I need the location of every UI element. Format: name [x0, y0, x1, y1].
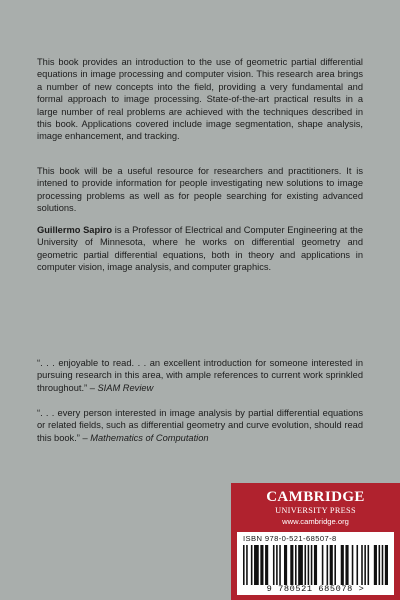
publisher-panel	[231, 483, 400, 600]
publisher-subtitle: UNIVERSITY PRESS	[275, 506, 356, 515]
description-paragraph-2: This book will be a useful resource for researchers and practitioners. It is intened to provide information for people investigating new solutions to image processing problems as well as for people searching for existing advanced solutions.	[37, 166, 363, 214]
barcode-icon	[243, 545, 388, 585]
author-name: Guillermo Sapiro	[37, 225, 113, 235]
barcode-box	[237, 532, 394, 595]
review-2-quote: “. . . every person interested in image analysis by partial differential equations or related fields, such as differential geometry and curve evolution, should read this book.”	[37, 408, 363, 443]
publisher-url: www.cambridge.org	[282, 517, 349, 526]
review-1-dash: –	[87, 382, 98, 393]
description-paragraph-1: This book provides an introduction to the use of geometric partial differential equations in image processing and computer vision. This research area brings a number of new concepts into the field, providing a very fundamental and formal approach to image processing. State-of-the-art practical results in a large number of real problems are achieved with the techniques described in this book. Applications covered include image segmentation, shape analysis, image enhancement, and tracking.	[37, 57, 363, 142]
review-1	[37, 357, 363, 394]
author-bio-text: is a Professor of Electrical and Computer Engineering at the University of Minnesota, where he works on differential geometry and geometric partial differential equations, both in theory and applications in computer vision, image analysis, and computer graphics.	[37, 225, 363, 273]
review-2-dash: –	[79, 432, 91, 443]
barcode-number: 9 780521 685078 >	[266, 584, 365, 594]
isbn-label: ISBN 978-0-521-68507-8	[243, 534, 337, 543]
publisher-name: CAMBRIDGE	[266, 489, 365, 505]
review-1-quote: “. . . enjoyable to read. . . an excellent introduction for someone interested in pursuing research in this area, with ample references to current work sprinkled throughout.”	[37, 358, 363, 393]
review-2-source: Mathematics of Computation	[90, 432, 209, 443]
review-1-source: SIAM Review	[97, 382, 154, 393]
review-2	[37, 407, 363, 444]
author-bio	[37, 224, 363, 274]
